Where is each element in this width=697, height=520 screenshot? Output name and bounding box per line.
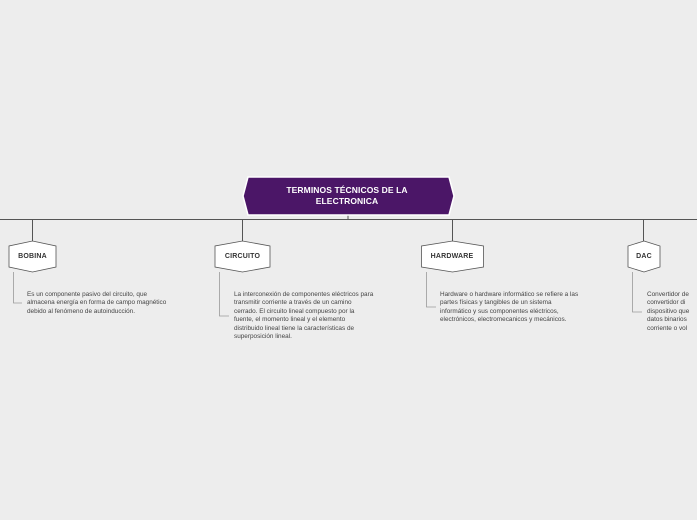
description-connector-hardware [427,272,437,307]
node-label-circuito[interactable]: CIRCUITO [224,253,261,260]
description-bobina: Es un componente pasivo del circuito, que almacena energía en forma de campo magnético debido al fenómeno de autoinducción. [27,291,167,315]
node-label-dac[interactable]: DAC [636,253,652,260]
description-hardware: Hardware o hardware informático se refiere a las partes físicas y tangibles de un sistema informático y sus componentes eléctricos, electrónicos, electromecanicos y mecánicos. [440,291,579,324]
root-node-title[interactable]: TERMINOS TÉCNICOS DE LA ELECTRONICA [286,185,408,206]
node-label-bobina[interactable]: BOBINA [18,253,47,260]
description-connector-dac [633,272,643,312]
node-label-hardware[interactable]: HARDWARE [430,253,474,260]
description-dac: Convertidor de convertidor di dispositivo que datos binarios corriente o vol [647,291,690,332]
description-connector-circuito [220,272,230,316]
description-connector-bobina [14,272,23,303]
description-circuito: La interconexión de componentes eléctricos para transmitir corriente a través de un camino cerrado. El circuito lineal compuesto por la fuente, el momento lineal y el elemento distribuido lineal tiene la características de superposición lineal. [234,291,374,341]
